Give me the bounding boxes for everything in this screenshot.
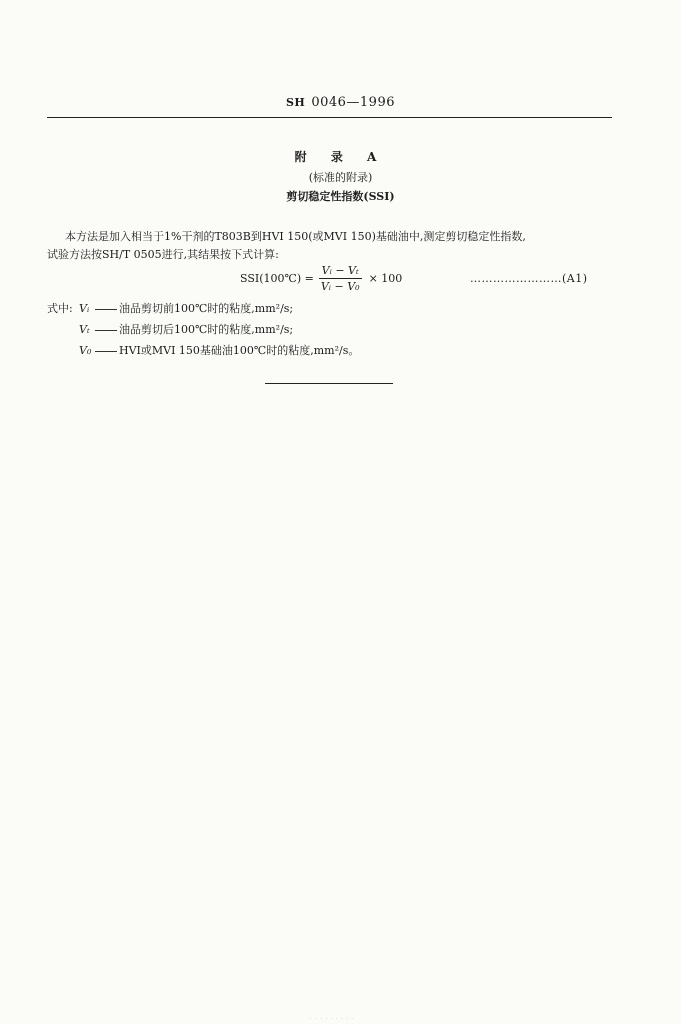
standard-header xyxy=(0,95,681,110)
standard-prefix: SH xyxy=(285,96,306,109)
formula-lhs: SSI(100℃) = xyxy=(240,271,314,285)
formula-numerator: Vᵢ − Vₜ xyxy=(319,264,362,279)
footer-mark: · · · · · · · · · xyxy=(310,1016,355,1022)
section-title: 剪切稳定性指数(SSI) xyxy=(286,190,395,203)
definition-symbol: Vₜ xyxy=(79,323,90,336)
definition-row xyxy=(47,341,359,362)
appendix-title: 附 录 A xyxy=(294,150,387,164)
body-paragraph-1: 本方法是加入相当于1%干剂的T803B到HVI 150(或MVI 150)基础油中,测定剪切稳定性指数, xyxy=(65,230,526,243)
definition-text: 油品剪切前100℃时的粘度,mm²/s; xyxy=(119,302,294,315)
definition-text: 油品剪切后100℃时的粘度,mm²/s; xyxy=(119,323,294,336)
formula-multiplier: × 100 xyxy=(368,271,403,285)
standard-number: 0046—1996 xyxy=(311,95,395,110)
definition-symbol: V₀ xyxy=(79,344,92,357)
definition-symbol: Vᵢ xyxy=(79,302,90,315)
formula-denominator: Vᵢ − V₀ xyxy=(320,279,360,293)
definitions-lead: 式中: xyxy=(47,302,73,315)
equation-number: ……………………(A1) xyxy=(470,272,588,285)
header-rule xyxy=(47,117,612,118)
ssi-formula xyxy=(240,262,402,294)
definition-dash xyxy=(95,351,117,352)
formula-fraction xyxy=(318,264,363,293)
end-rule xyxy=(265,383,393,384)
definition-dash xyxy=(95,330,117,331)
variable-definitions xyxy=(47,299,359,362)
definition-row xyxy=(47,299,359,320)
definition-text: HVI或MVI 150基础油100℃时的粘度,mm²/s。 xyxy=(119,344,360,357)
definition-dash xyxy=(95,309,117,310)
appendix-subtitle: (标准的附录) xyxy=(308,171,373,184)
body-paragraph-2: 试验方法按SH/T 0505进行,其结果按下式计算: xyxy=(47,248,279,261)
definition-row xyxy=(47,320,359,341)
